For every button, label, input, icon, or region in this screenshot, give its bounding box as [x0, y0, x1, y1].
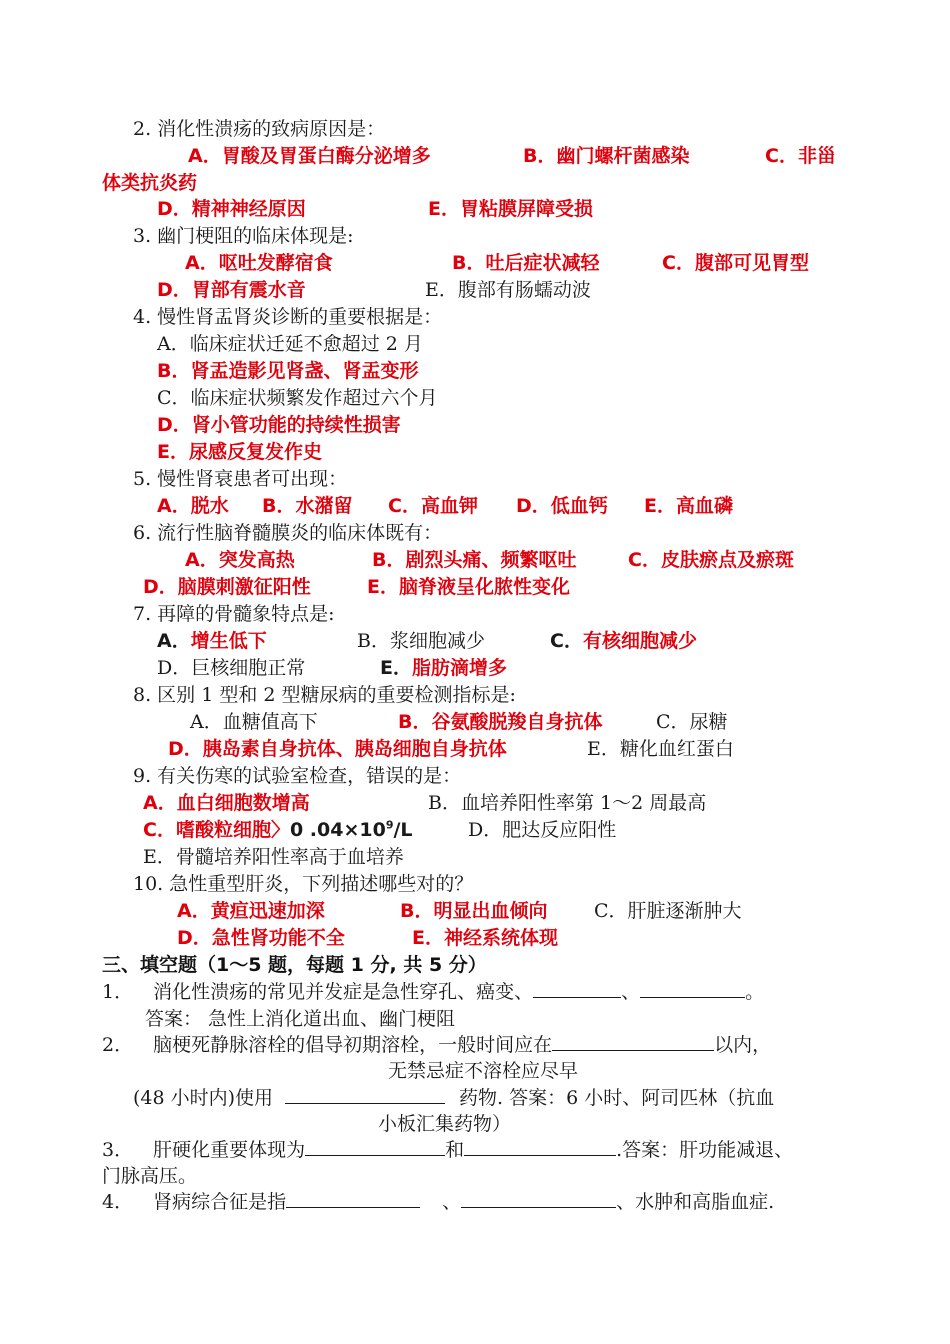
fill-2-blank-2[interactable] — [285, 1085, 445, 1104]
q2-option-e: E．胃粘膜屏障受损 — [428, 198, 593, 220]
q8-option-c: C．尿糖 — [656, 711, 728, 733]
q8-option-b: B．谷氨酸脱羧自身抗体 — [398, 711, 603, 733]
q7-option-d: D．巨核细胞正常 — [157, 657, 306, 679]
q6-option-c: C．皮肤瘀点及瘀斑 — [628, 549, 794, 571]
q9-option-e: E．骨髓培养阳性率高于血培养 — [143, 846, 404, 868]
q4-option-c: C．临床症状频繁发作超过六个月 — [157, 387, 438, 409]
q8-stem: 8. 区别 1 型和 2 型糖尿病的重要检测指标是: — [133, 684, 516, 706]
q2-option-c: C．非甾 — [765, 145, 836, 167]
fill-1-number: 1． — [102, 981, 134, 1003]
q7-option-e — [380, 655, 507, 681]
q9-stem: 9. 有关伤寒的试验室检查，错误的是： — [133, 765, 462, 787]
q4-option-d: D．肾小管功能的持续性损害 — [157, 414, 401, 436]
q7-option-a-letter: A． — [157, 630, 191, 652]
q4-option-a: A．临床症状迁延不愈超过 2 月 — [157, 333, 423, 355]
q7-option-c-text: 有核细胞减少 — [582, 630, 697, 652]
fill-2-line-4: 小板汇集药物） — [378, 1113, 512, 1135]
fill-3-after: .答案：肝功能减退、 — [616, 1139, 794, 1161]
q3-option-b: B．吐后症状减轻 — [452, 252, 600, 274]
q3-stem: 3. 幽门梗阻的临床体现是: — [133, 225, 354, 247]
q6-option-e: E．脑脊液呈化脓性变化 — [367, 576, 570, 598]
fill-2 — [102, 1032, 771, 1058]
q3-option-e: E．腹部有肠蠕动波 — [425, 279, 591, 301]
q9-option-c — [143, 817, 413, 843]
q6-option-d: D．脑膜刺激征阳性 — [143, 576, 311, 598]
q5-option-a: A．脱水 — [157, 495, 229, 517]
fill-2-after: 以内， — [714, 1034, 772, 1056]
q4-option-e: E．尿感反复发作史 — [157, 441, 322, 463]
q7-option-c — [550, 628, 697, 654]
fill-2-line-2: 无禁忌症不溶栓应尽早 — [388, 1060, 579, 1082]
section-heading: 三、填空题（1～5 题，每题 1 分, 共 5 分） — [102, 954, 487, 976]
q7-option-c-letter: C． — [550, 630, 583, 652]
q5-option-d: D．低血钙 — [516, 495, 608, 517]
fill-1-separator: 、 — [621, 981, 641, 1003]
q3-option-d: D．胃部有震水音 — [157, 279, 306, 301]
fill-3-blank-2[interactable] — [464, 1137, 616, 1156]
q10-option-c: C．肝脏逐渐肿大 — [594, 900, 742, 922]
q5-option-e: E．高血磷 — [644, 495, 733, 517]
fill-3-number: 3． — [102, 1139, 134, 1161]
q9-option-c-value: 0 .04×10 — [289, 819, 386, 841]
fill-2-line-3 — [133, 1085, 774, 1111]
q7-option-e-letter: E． — [380, 657, 412, 679]
q2-option-d: D．精神神经原因 — [157, 198, 306, 220]
fill-1-end: 。 — [745, 981, 765, 1003]
q4-option-b: B．肾盂造影见肾盏、肾盂变形 — [157, 360, 419, 382]
q2-option-a: A．胃酸及胃蛋白酶分泌增多 — [188, 145, 431, 167]
q10-option-b: B．明显出血倾向 — [400, 900, 548, 922]
q5-option-b: B．水潴留 — [262, 495, 353, 517]
fill-2-line-3-post: 药物. 答案：6 小时、阿司匹林（抗血 — [459, 1087, 775, 1109]
fill-3-and: 和 — [445, 1139, 465, 1161]
fill-4-after: 、水肿和高脂血症. — [616, 1191, 775, 1213]
q2-option-c-cont: 体类抗炎药 — [102, 172, 198, 194]
fill-2-line-3-pre: (48 小时内)使用 — [133, 1087, 274, 1109]
q4-stem: 4. 慢性肾盂肾炎诊断的重要根据是： — [133, 306, 443, 328]
q3-option-a: A．呕吐发酵宿食 — [185, 252, 333, 274]
q5-option-c: C．高血钾 — [388, 495, 478, 517]
q6-stem: 6. 流行性脑脊髓膜炎的临床体既有： — [133, 522, 443, 544]
fill-1-blank-1[interactable] — [533, 979, 621, 998]
fill-1-blank-2[interactable] — [640, 979, 745, 998]
fill-4-text: 肾病综合征是指 — [153, 1191, 287, 1213]
q10-option-e: E．神经系统体现 — [412, 927, 558, 949]
fill-3-line-2: 门脉高压。 — [102, 1165, 198, 1187]
fill-1 — [102, 979, 764, 1005]
q7-stem: 7. 再障的骨髓象特点是: — [133, 603, 335, 625]
q6-option-b: B．剧烈头痛、频繁呕吐 — [372, 549, 577, 571]
fill-1-answer: 答案： 急性上消化道出血、幽门梗阻 — [145, 1008, 456, 1030]
q6-option-a: A．突发高热 — [185, 549, 295, 571]
q9-option-c-label: C．嗜酸粒细胞〉 — [143, 819, 290, 841]
fill-3-text: 肝硬化重要体现为 — [153, 1139, 306, 1161]
q7-option-b: B．浆细胞减少 — [357, 630, 485, 652]
q7-option-e-text: 脂肪滴增多 — [411, 657, 507, 679]
fill-2-number: 2． — [102, 1034, 134, 1056]
q3-option-c: C．腹部可见胃型 — [662, 252, 809, 274]
fill-3 — [102, 1137, 793, 1163]
fill-3-blank-1[interactable] — [305, 1137, 445, 1156]
fill-2-blank-1[interactable] — [552, 1032, 714, 1051]
fill-4-blank-2[interactable] — [461, 1189, 616, 1208]
q8-option-e: E．糖化血红蛋白 — [587, 738, 734, 760]
q9-option-b: B．血培养阳性率第 1～2 周最高 — [428, 792, 707, 814]
q9-option-a: A．血白细胞数增高 — [143, 792, 310, 814]
q8-option-a: A．血糖值高下 — [190, 711, 318, 733]
q7-option-a — [157, 628, 267, 654]
q2-stem: 2. 消化性溃疡的致病原因是： — [133, 118, 386, 140]
q9-option-d: D．肥达反应阳性 — [468, 819, 617, 841]
fill-2-text: 脑梗死静脉溶栓的倡导初期溶栓，一般时间应在 — [153, 1034, 553, 1056]
fill-4-blank-1[interactable] — [286, 1189, 420, 1208]
q7-option-a-text: 增生低下 — [190, 630, 267, 652]
q9-option-c-unit: /L — [393, 819, 413, 841]
q10-option-a: A．黄疸迅速加深 — [177, 900, 325, 922]
q10-option-d: D．急性肾功能不全 — [177, 927, 345, 949]
q2-option-b: B．幽门螺杆菌感染 — [523, 145, 690, 167]
fill-1-text: 消化性溃疡的常见并发症是急性穿孔、癌变、 — [153, 981, 534, 1003]
q8-option-d: D．胰岛素自身抗体、胰岛细胞自身抗体 — [168, 738, 507, 760]
fill-4-separator: 、 — [442, 1191, 462, 1213]
q5-stem: 5. 慢性肾衰患者可出现： — [133, 468, 348, 490]
fill-4-number: 4． — [102, 1191, 134, 1213]
q9-option-c-exponent: 9 — [385, 818, 394, 832]
fill-4 — [102, 1189, 774, 1215]
q10-stem: 10. 急性重型肝炎，下列描述哪些对的？ — [133, 873, 474, 895]
